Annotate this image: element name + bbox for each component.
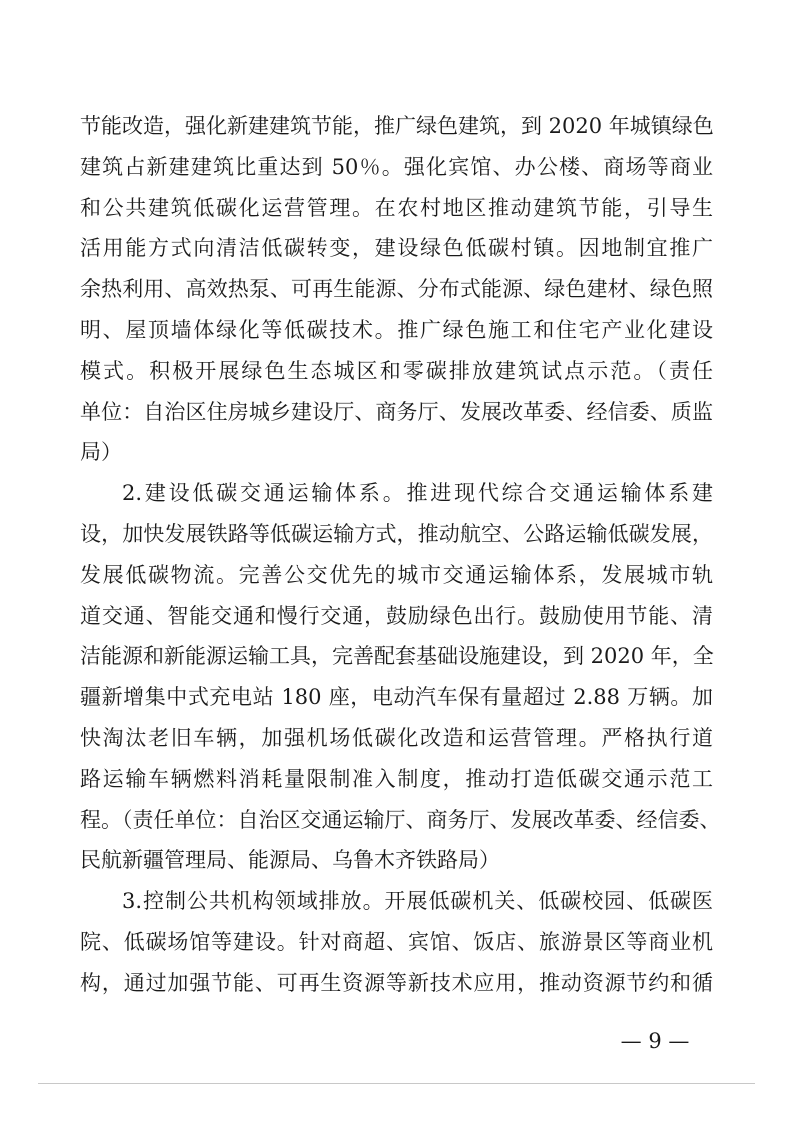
text-line: 发展低碳物流。完善公交优先的城市交通运输体系，发展城市轨 (80, 562, 713, 587)
text-line: 院、低碳场馆等建设。针对商超、宾馆、饭店、旅游景区等商业机 (80, 929, 713, 954)
page-number: — 9 — (620, 1029, 690, 1053)
text-line: 快淘汰老旧车辆，加强机场低碳化改造和运营管理。严格执行道 (80, 725, 713, 750)
text-line: 2.建设低碳交通运输体系。推进现代综合交通运输体系建 (122, 481, 713, 506)
footer-divider (38, 1083, 755, 1084)
text-line: 模式。积极开展绿色生态城区和零碳排放建筑试点示范。（责任 (80, 358, 713, 383)
text-line: 民航新疆管理局、能源局、乌鲁木齐铁路局） (80, 848, 500, 873)
text-line: 活用能方式向清洁低碳转变，建设绿色低碳村镇。因地制宜推广 (80, 236, 713, 261)
text-line: 建筑占新建建筑比重达到 50％。强化宾馆、办公楼、商场等商业 (80, 154, 713, 179)
text-line: 明、屋顶墙体绿化等低碳技术。推广绿色施工和住宅产业化建设 (80, 317, 713, 342)
paragraph-low-carbon-transport (80, 473, 721, 881)
text-line: 局） (80, 440, 122, 465)
text-line: 3.控制公共机构领域排放。开展低碳机关、低碳校园、低碳医 (122, 889, 713, 914)
text-line: 程。（责任单位：自治区交通运输厅、商务厅、发展改革委、经信委、 (80, 807, 721, 832)
text-line: 疆新增集中式充电站 180 座，电动汽车保有量超过 2.88 万辆。加 (80, 685, 713, 710)
paragraph-building-energy (80, 106, 713, 473)
text-line: 设，加快发展铁路等低碳运输方式，推动航空、公路运输低碳发展， (80, 521, 713, 546)
paragraph-public-institutions (80, 881, 713, 1003)
text-line: 余热利用、高效热泵、可再生能源、分布式能源、绿色建材、绿色照 (80, 277, 713, 302)
text-line: 节能改造，强化新建建筑节能，推广绿色建筑，到 2020 年城镇绿色 (80, 114, 714, 138)
text-line: 和公共建筑低碳化运营管理。在农村地区推动建筑节能，引导生 (80, 195, 713, 220)
body-text (80, 106, 721, 1004)
text-line: 单位：自治区住房城乡建设厅、商务厅、发展改革委、经信委、质监 (80, 399, 713, 424)
text-line: 洁能源和新能源运输工具，完善配套基础设施建设，到 2020 年，全 (80, 644, 714, 669)
text-line: 构，通过加强节能、可再生资源等新技术应用，推动资源节约和循 (80, 970, 713, 995)
text-line: 路运输车辆燃料消耗量限制准入制度，推动打造低碳交通示范工 (80, 766, 713, 791)
text-line: 道交通、智能交通和慢行交通，鼓励绿色出行。鼓励使用节能、清 (80, 603, 713, 628)
